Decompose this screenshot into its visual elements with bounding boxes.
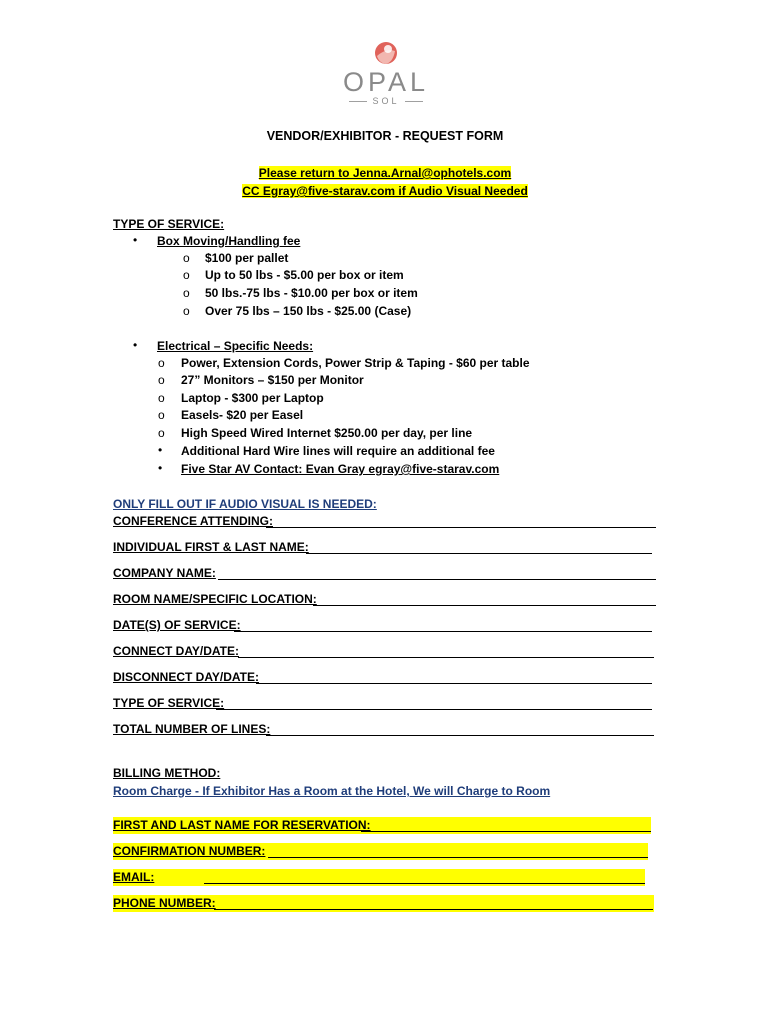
connect-date-label: CONNECT DAY/DATE: (113, 644, 240, 658)
sub-bullet-icon: o (183, 304, 190, 318)
box-item: Up to 50 lbs - $5.00 per box or item (205, 268, 404, 282)
confirmation-number-label: CONFIRMATION NUMBER: (113, 844, 266, 858)
electrical-note: Additional Hard Wire lines will require an additional fee (181, 444, 495, 458)
reservation-name-field[interactable] (361, 831, 651, 832)
type-of-service-field[interactable] (216, 709, 652, 710)
electrical-item: 27” Monitors – $150 per Monitor (181, 373, 364, 387)
dates-of-service-field[interactable] (234, 631, 652, 632)
email-field[interactable] (204, 883, 645, 884)
page-title: VENDOR/EXHIBITOR - REQUEST FORM (266, 129, 504, 143)
connect-date-field[interactable] (238, 657, 654, 658)
reservation-name-label: FIRST AND LAST NAME FOR RESERVATION: (113, 818, 371, 832)
sub-bullet-icon: o (158, 426, 165, 440)
return-instruction: Please return to Jenna.Arnal@ophotels.com (258, 166, 512, 180)
electrical-item: Easels- $20 per Easel (181, 408, 304, 422)
bullet-icon: • (133, 233, 138, 247)
logo-word: OPAL (342, 67, 430, 97)
service-heading: TYPE OF SERVICE: (113, 217, 225, 231)
av-notice: ONLY FILL OUT IF AUDIO VISUAL IS NEEDED: (113, 497, 377, 511)
sub-bullet-icon: o (183, 251, 190, 265)
sub-bullet-icon: o (158, 356, 165, 370)
logo-mark-icon (373, 40, 399, 66)
conference-attending-field[interactable] (266, 527, 656, 528)
box-item: Over 75 lbs – 150 lbs - $25.00 (Case) (205, 304, 412, 318)
sub-bullet-icon: o (158, 391, 165, 405)
cc-instruction: CC Egray@five-starav.com if Audio Visual Needed (242, 184, 528, 198)
electrical-item: High Speed Wired Internet $250.00 per day, per line (181, 426, 473, 440)
room-location-field[interactable] (313, 605, 656, 606)
individual-name-field[interactable] (306, 553, 652, 554)
sub-bullet-icon: o (158, 373, 165, 387)
phone-number-label: PHONE NUMBER: (113, 896, 216, 910)
bullet-icon: • (158, 461, 163, 475)
bullet-icon: • (158, 443, 163, 457)
box-item: 50 lbs.-75 lbs - $10.00 per box or item (205, 286, 418, 300)
confirmation-number-field[interactable] (268, 857, 648, 858)
av-contact: Five Star AV Contact: Evan Gray egray@five-starav.com (181, 462, 500, 476)
type-of-service-label: TYPE OF SERVICE: (113, 696, 225, 710)
logo-sub: SOL (336, 96, 436, 106)
dates-of-service-label: DATE(S) OF SERVICE: (113, 618, 241, 632)
box-item: $100 per pallet (205, 251, 289, 265)
phone-number-field[interactable] (214, 909, 653, 910)
electrical-label: Electrical – Specific Needs: (157, 339, 314, 353)
room-location-label: ROOM NAME/SPECIFIC LOCATION: (113, 592, 317, 606)
bullet-icon: • (133, 338, 138, 352)
sub-bullet-icon: o (158, 408, 165, 422)
sub-bullet-icon: o (183, 268, 190, 282)
email-label: EMAIL: (113, 870, 155, 884)
total-lines-field[interactable] (266, 735, 654, 736)
company-name-field[interactable] (218, 579, 656, 580)
electrical-item: Power, Extension Cords, Power Strip & Taping - $60 per table (181, 356, 530, 370)
total-lines-label: TOTAL NUMBER OF LINES: (113, 722, 271, 736)
individual-name-label: INDIVIDUAL FIRST & LAST NAME: (113, 540, 309, 554)
opal-sol-logo (336, 40, 436, 115)
company-name-label: COMPANY NAME: (113, 566, 216, 580)
billing-note: Room Charge - If Exhibitor Has a Room at the Hotel, We will Charge to Room (113, 784, 551, 798)
disconnect-date-field[interactable] (256, 683, 652, 684)
billing-heading: BILLING METHOD: (113, 766, 221, 780)
electrical-item: Laptop - $300 per Laptop (181, 391, 324, 405)
disconnect-date-label: DISCONNECT DAY/DATE: (113, 670, 260, 684)
sub-bullet-icon: o (183, 286, 190, 300)
conference-attending-label: CONFERENCE ATTENDING: (113, 514, 273, 528)
box-moving-label: Box Moving/Handling fee (157, 234, 301, 248)
